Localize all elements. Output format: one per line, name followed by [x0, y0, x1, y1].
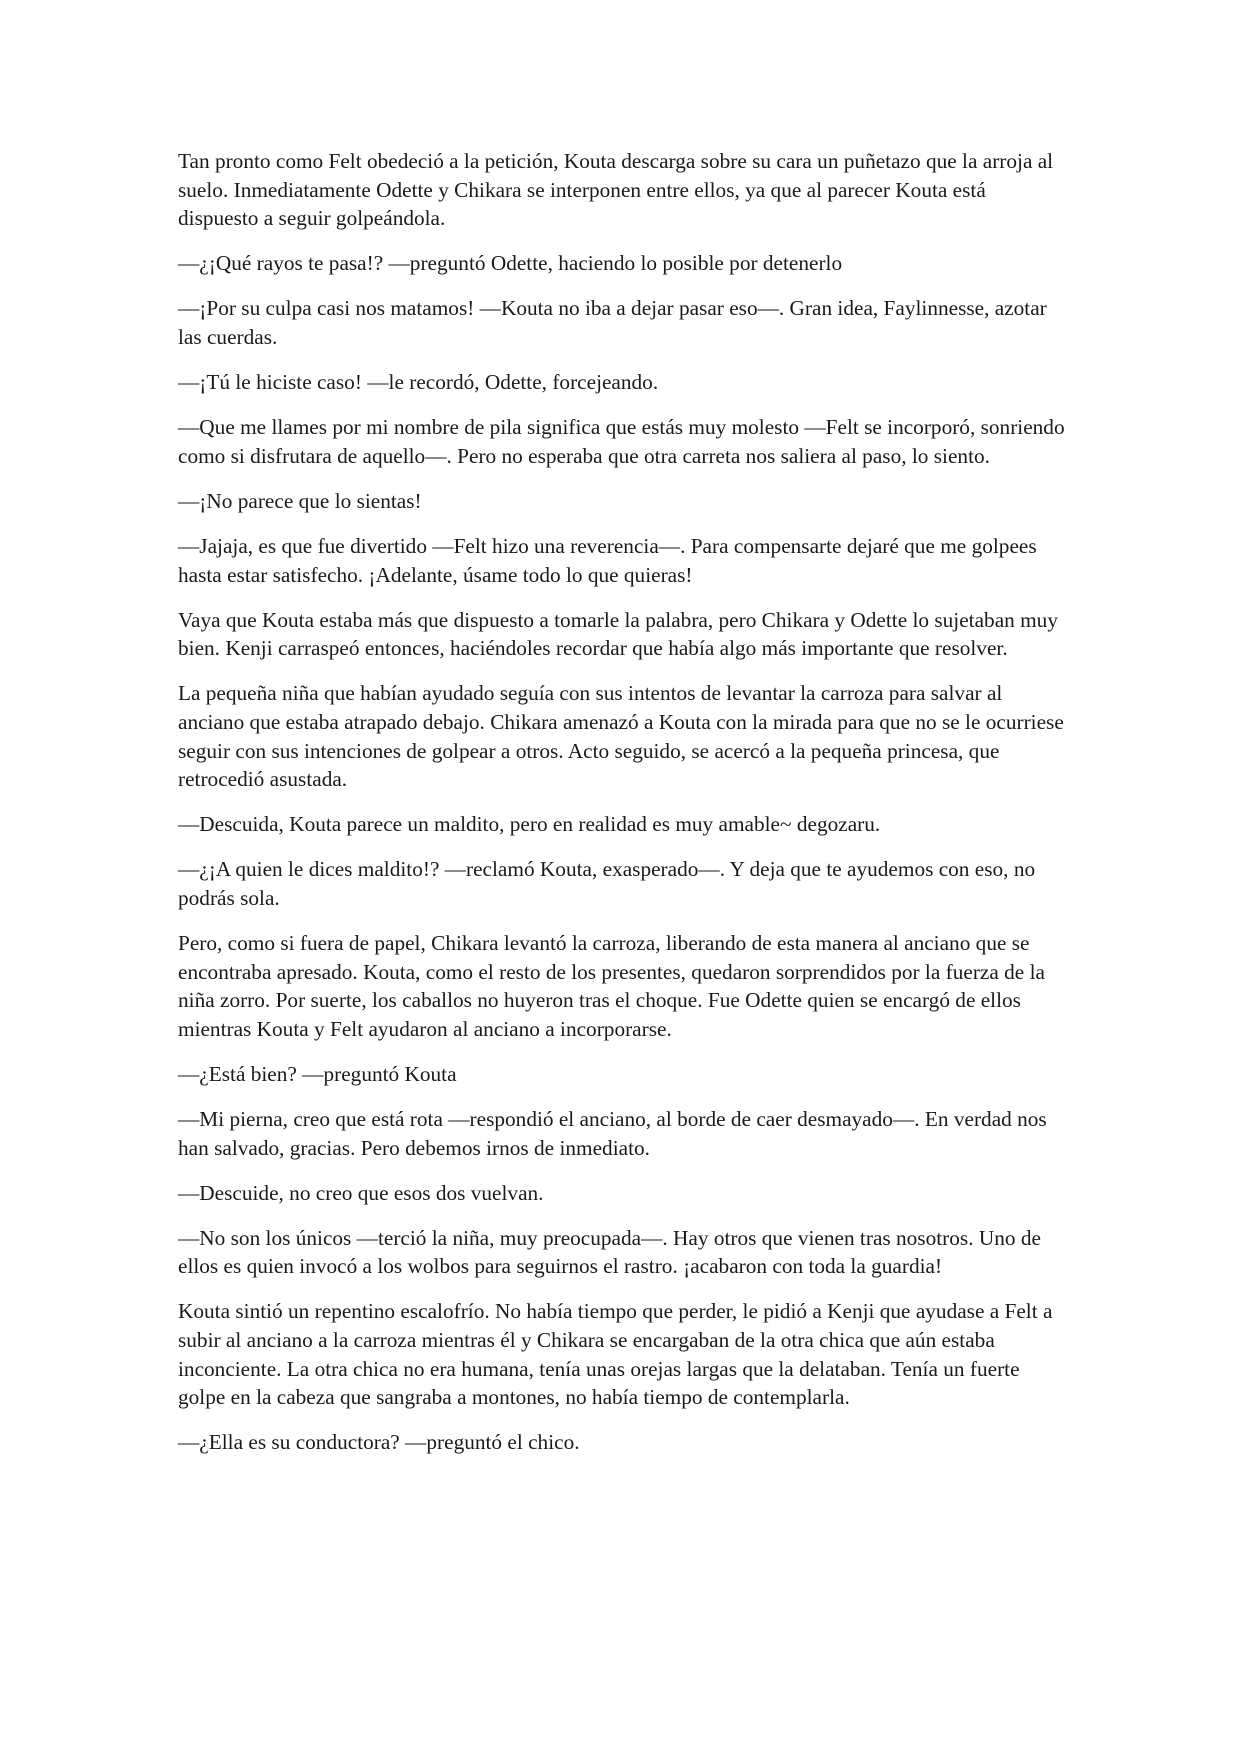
paragraph: Vaya que Kouta estaba más que dispuesto a tomarle la palabra, pero Chikara y Odette lo sujetaban muy bien. Kenji carraspeó entonces, haciéndoles recordar que había algo más importante que resolver. [178, 607, 1058, 661]
paragraph: —¡No parece que lo sientas! [178, 488, 422, 513]
paragraph: —No son los únicos —terció la niña, muy preocupada—. Hay otros que vienen tras nosotros. Uno de ellos es quien invocó a los wolbos para seguirnos el rastro. ¡acabaron con toda la guardia! [178, 1225, 1041, 1279]
paragraph: —Descuide, no creo que esos dos vuelvan. [178, 1180, 544, 1205]
paragraph: —¿¡Qué rayos te pasa!? —preguntó Odette, haciendo lo posible por detenerlo [178, 251, 843, 276]
paragraph: —Jajaja, es que fue divertido —Felt hizo una reverencia—. Para compensarte dejaré que me golpees hasta estar satisfecho. ¡Adelante, úsame todo lo que quieras! [178, 533, 1037, 587]
paragraph: La pequeña niña que habían ayudado seguía con sus intentos de levantar la carroza para salvar al anciano que estaba atrapado debajo. Chikara amenazó a Kouta con la mirada para que no se le ocurriese seguir con sus intenciones de golpear a otros. Acto seguido, se acercó a la pequeña princesa, que retrocedió asustada. [178, 681, 1064, 792]
paragraph: Pero, como si fuera de papel, Chikara levantó la carroza, liberando de esta manera al anciano que se encontraba apresado. Kouta, como el resto de los presentes, quedaron sorprendidos por la fuerza de la niña zorro. Por suerte, los caballos no huyeron tras el choque. Fue Odette quien se encargó de ellos mientras Kouta y Felt ayudaron al anciano a incorporarse. [178, 930, 1045, 1041]
paragraph: —¡Por su culpa casi nos matamos! —Kouta no iba a dejar pasar eso—. Gran idea, Faylinnesse, azotar las cuerdas. [178, 296, 1047, 349]
paragraph: —Descuida, Kouta parece un maldito, pero en realidad es muy amable~ degozaru. [178, 812, 881, 837]
paragraph: —Que me llames por mi nombre de pila significa que estás muy molesto —Felt se incorporó, sonriendo como si disfrutara de aquello—. Pero no esperaba que otra carreta nos saliera al paso, lo siento. [178, 415, 1065, 468]
paragraph: —¿Ella es su conductora? —preguntó el chico. [178, 1430, 580, 1455]
paragraph: Kouta sintió un repentino escalofrío. No había tiempo que perder, le pidió a Kenji que ayudase a Felt a subir al anciano a la carroza mientras él y Chikara se encargaban de la otra chica que aún estaba inconciente. La otra chica no era humana, tenía unas orejas largas que la delataban. Tenía un fuerte golpe en la cabeza que sangraba a montones, no había tiempo de contemplarla. [178, 1299, 1053, 1410]
paragraph: —¿Está bien? —preguntó Kouta [178, 1061, 457, 1086]
paragraph: —¡Tú le hiciste caso! —le recordó, Odette, forcejeando. [178, 370, 659, 395]
paragraph: Tan pronto como Felt obedeció a la petición, Kouta descarga sobre su cara un puñetazo que la arroja al suelo. Inmediatamente Odette y Chikara se interponen entre ellos, ya que al parecer Kouta está dispuesto a seguir golpeándola. [178, 149, 1054, 231]
document-body [178, 147, 1068, 1473]
paragraph: —Mi pierna, creo que está rota —respondió el anciano, al borde de caer desmayado—. En verdad nos han salvado, gracias. Pero debemos irnos de inmediato. [178, 1106, 1047, 1160]
paragraph: —¿¡A quien le dices maldito!? —reclamó Kouta, exasperado—. Y deja que te ayudemos con eso, no podrás sola. [178, 857, 1036, 910]
